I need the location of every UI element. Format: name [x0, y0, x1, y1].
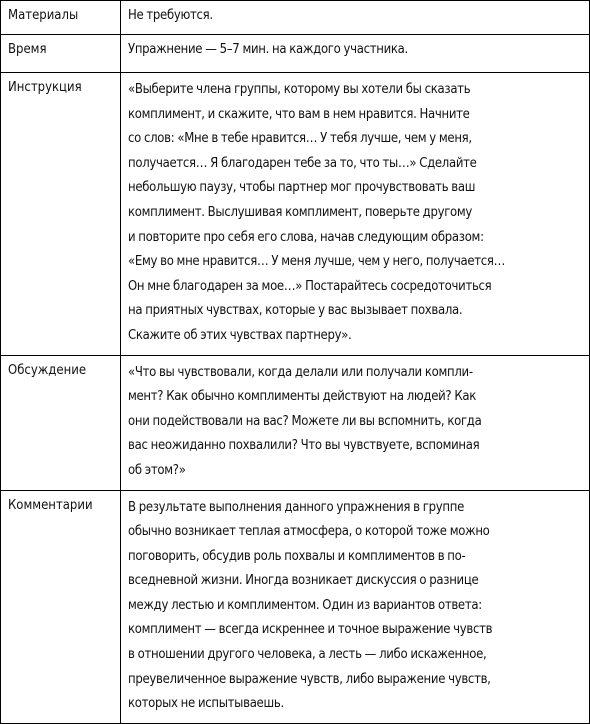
- text-line: «Ему во мне нравится… У меня лучше, чем у него, получается…: [128, 254, 506, 270]
- text-line: поговорить, обсудив роль похвалы и комплиментов в по-: [128, 548, 466, 564]
- row-comments: [1, 490, 590, 723]
- text-line: между лестью и комплиментом. Один из вариантов ответа:: [128, 597, 482, 613]
- text-line: об этом?»: [128, 462, 186, 478]
- row-discussion: [1, 355, 590, 490]
- text-line: мент? Как обычно комплименты действуют на людей? Как: [128, 389, 476, 405]
- row-text: [121, 1, 590, 35]
- text-line: на приятных чувствах, которые у вас вызывает похвала.: [128, 303, 463, 319]
- row-time: [1, 35, 590, 73]
- text-line: обычно возникает теплая атмосфера, о которой тоже можно: [128, 524, 490, 540]
- text-line: вас неожиданно похвалили? Что вы чувствуете, вспоминая: [128, 438, 480, 454]
- text-line: и повторите про себя его слова, начав следующим образом:: [128, 229, 484, 245]
- row-label: Инструкция: [1, 73, 121, 356]
- text-line: Он мне благодарен за мое…» Постарайтесь сосредоточиться: [128, 278, 492, 294]
- row-instruction: [1, 73, 590, 356]
- text-line: они подействовали на вас? Можете ли вы вспомнить, когда: [128, 413, 482, 429]
- text-line: небольшую паузу, чтобы партнер мог прочувствовать ваш: [128, 180, 476, 196]
- text-line: «Что вы чувствовали, когда делали или получали компли-: [128, 364, 473, 380]
- row-label: Комментарии: [1, 490, 121, 723]
- row-label: Материалы: [1, 1, 121, 35]
- text-line: Скажите об этих чувствах партнеру».: [128, 327, 352, 343]
- text-line: Не требуются.: [128, 8, 213, 23]
- text-line: комплимент, и скажите, что вам в нем нравится. Начните: [128, 106, 470, 122]
- text-line: в отношении другого человека, а лесть — либо искаженное,: [128, 647, 487, 663]
- row-text: [121, 73, 590, 356]
- row-text: [121, 35, 590, 73]
- text-line: которых не испытываешь.: [128, 696, 284, 712]
- text-line: В результате выполнения данного упражнения в группе: [128, 499, 464, 515]
- text-line: комплимент. Выслушивая комплимент, поверьте другому: [128, 204, 473, 220]
- text-line: со слов: «Мне в тебе нравится… У тебя лучше, чем у меня,: [128, 131, 472, 147]
- row-text: [121, 490, 590, 723]
- text-line: получается… Я благодарен тебе за то, что ты…» Сделайте: [128, 155, 477, 171]
- text-line: преувеличенное выражение чувств, либо выражение чувств,: [128, 671, 491, 687]
- text-line: Упражнение — 5–7 мин. на каждого участника.: [128, 42, 408, 57]
- row-label: Время: [1, 35, 121, 73]
- row-materials: [1, 1, 590, 35]
- row-label: Обсуждение: [1, 355, 121, 490]
- text-line: «Выберите члена группы, которому вы хотели бы сказать: [128, 82, 471, 97]
- text-line: комплимент — всегда искреннее и точное выражение чувств: [128, 622, 493, 638]
- row-text: [121, 355, 590, 490]
- text-line: вседневной жизни. Иногда возникает дискуссия о разнице: [128, 573, 479, 589]
